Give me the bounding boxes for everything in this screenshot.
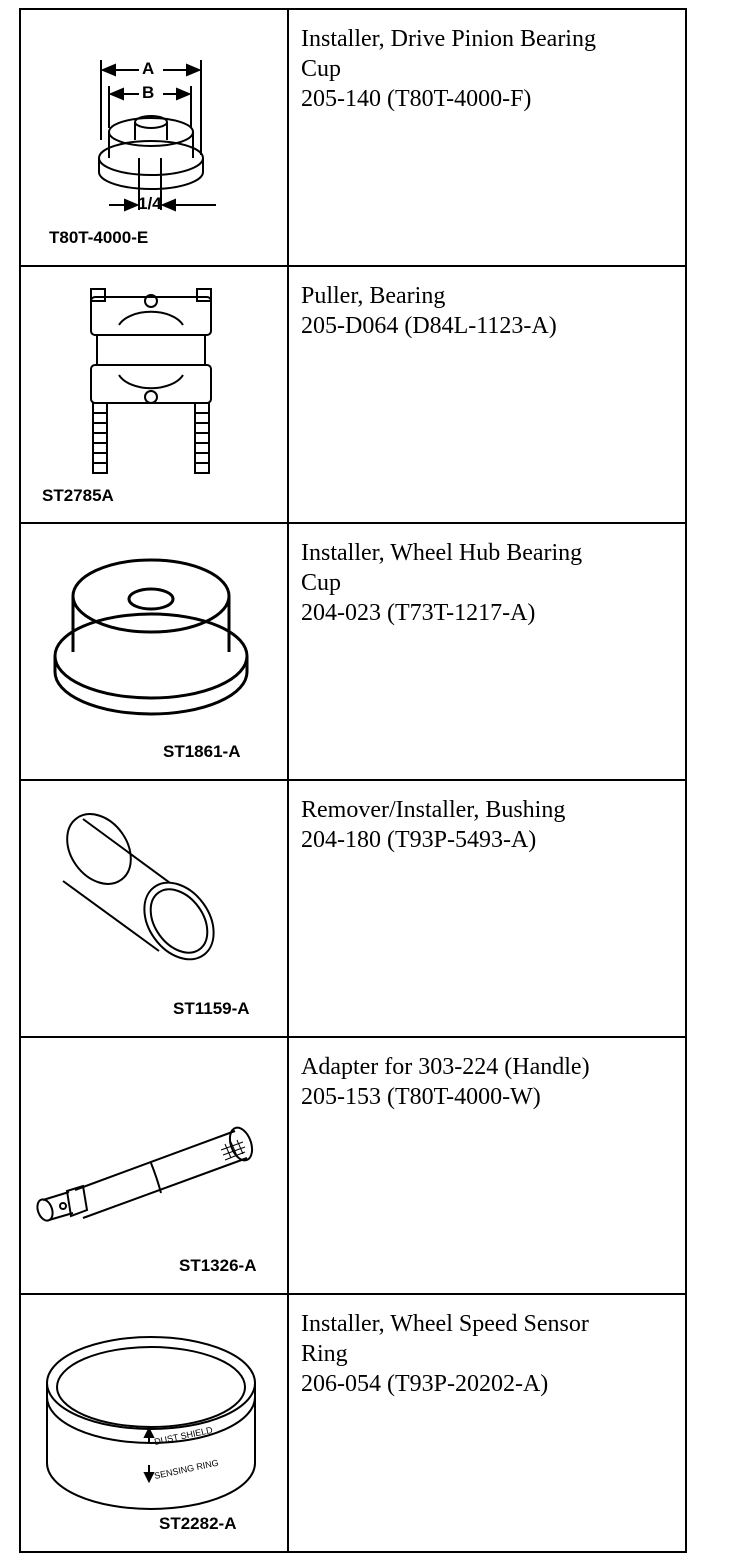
tool-number: 206-054 (T93P-20202-A) bbox=[301, 1371, 549, 1397]
tool-number: 204-180 (T93P-5493-A) bbox=[301, 827, 537, 853]
bushing-remover-illustration bbox=[21, 781, 287, 1036]
figure-code: ST2282-A bbox=[159, 1514, 237, 1533]
wheel-hub-installer-illustration bbox=[21, 524, 287, 779]
tool-name-continued: Cup bbox=[301, 570, 342, 596]
dimension-b-label: B bbox=[142, 83, 155, 102]
figure-cell bbox=[20, 266, 288, 523]
table-row bbox=[20, 9, 686, 266]
description-cell bbox=[288, 523, 686, 780]
tool-name: Adapter for 303-224 (Handle) bbox=[301, 1054, 590, 1080]
figure-code: ST2785A bbox=[42, 486, 114, 505]
drive-pinion-installer-illustration bbox=[21, 10, 287, 265]
dust-shield-callout: DUST SHIELD bbox=[153, 1424, 214, 1447]
figure-code: T80T-4000-E bbox=[49, 228, 149, 247]
description-cell bbox=[288, 266, 686, 523]
sensing-ring-callout: SENSING RING bbox=[153, 1457, 220, 1481]
dimension-quarter-label: 1/4 bbox=[138, 194, 162, 213]
tool-name-continued: Ring bbox=[301, 1341, 348, 1367]
tool-number: 205-153 (T80T-4000-W) bbox=[301, 1084, 541, 1110]
tool-name: Remover/Installer, Bushing bbox=[301, 797, 566, 823]
figure-cell bbox=[20, 780, 288, 1037]
table-row bbox=[20, 1037, 686, 1294]
dimension-a-label: A bbox=[142, 59, 155, 78]
handle-adapter-illustration bbox=[21, 1038, 287, 1293]
figure-cell bbox=[20, 1294, 288, 1552]
figure-code: ST1861-A bbox=[163, 742, 241, 761]
description-cell bbox=[288, 1037, 686, 1294]
table-row bbox=[20, 523, 686, 780]
tool-number: 205-D064 (D84L-1123-A) bbox=[301, 313, 557, 339]
table-row bbox=[20, 1294, 686, 1552]
description-cell bbox=[288, 1294, 686, 1552]
figure-code: ST1326-A bbox=[179, 1256, 257, 1275]
sensor-ring-installer-illustration bbox=[21, 1295, 287, 1551]
figure-cell bbox=[20, 9, 288, 266]
figure-cell bbox=[20, 1037, 288, 1294]
table-row bbox=[20, 780, 686, 1037]
tool-number: 205-140 (T80T-4000-F) bbox=[301, 86, 532, 112]
figure-code: ST1159-A bbox=[173, 999, 250, 1018]
tool-name: Installer, Drive Pinion Bearing bbox=[301, 26, 596, 52]
figure-cell bbox=[20, 523, 288, 780]
tool-number: 204-023 (T73T-1217-A) bbox=[301, 600, 536, 626]
tool-name: Installer, Wheel Hub Bearing bbox=[301, 540, 583, 566]
bearing-puller-illustration bbox=[21, 267, 287, 522]
description-cell bbox=[288, 9, 686, 266]
table-row bbox=[20, 266, 686, 523]
special-tools-table bbox=[19, 8, 687, 1553]
tool-name: Puller, Bearing bbox=[301, 283, 446, 309]
description-cell bbox=[288, 780, 686, 1037]
tool-name-continued: Cup bbox=[301, 56, 342, 82]
tool-name: Installer, Wheel Speed Sensor bbox=[301, 1311, 589, 1337]
